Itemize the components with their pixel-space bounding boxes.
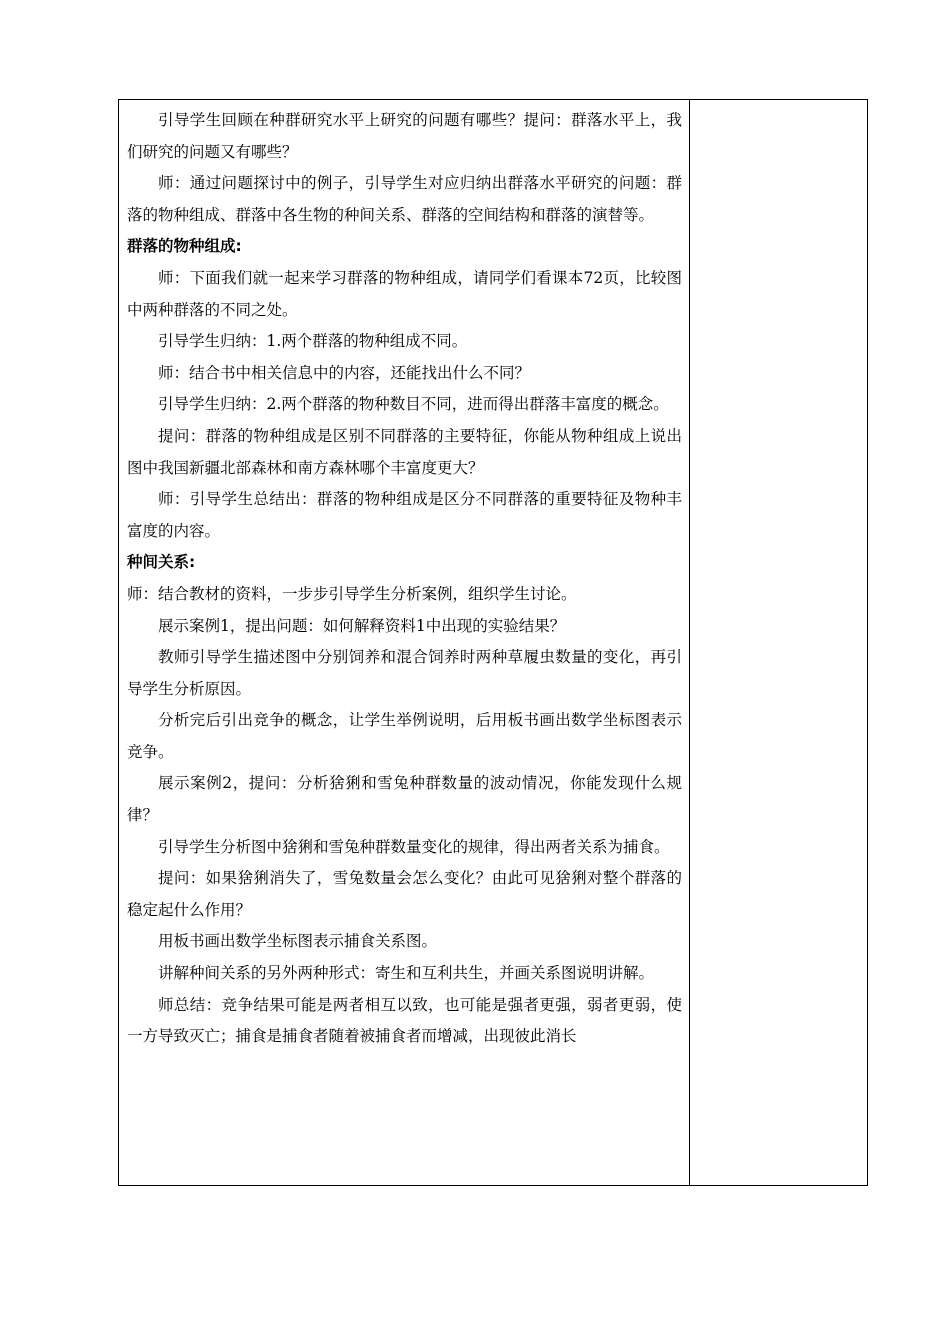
paragraph: 展示案例1，提出问题：如何解释资料1中出现的实验结果？ xyxy=(158,616,566,635)
notes-cell xyxy=(690,100,867,1185)
paragraph: 师总结：竞争结果可能是两者相互以致，也可能是强者更强，弱者更弱，使一方导致灭亡；捕食是捕食者随着被捕食者而增减，出现彼此消长 xyxy=(127,995,682,1046)
paragraph: 师：结合教材的资料，一步步引导学生分析案例，组织学生讨论。 xyxy=(127,584,577,603)
lesson-content xyxy=(127,100,682,1053)
paragraph: 提问：群落的物种组成是区别不同群落的主要特征，你能从物种组成上说出图中我国新疆北部森林和南方森林哪个丰富度更大？ xyxy=(127,426,682,477)
paragraph: 引导学生分析图中猞猁和雪兔种群数量变化的规律，得出两者关系为捕食。 xyxy=(158,837,670,856)
paragraph: 师：结合书中相关信息中的内容，还能找出什么不同？ xyxy=(158,363,531,382)
paragraph: 展示案例2，提问：分析猞猁和雪兔种群数量的波动情况，你能发现什么规律？ xyxy=(127,774,682,825)
paragraph: 师：引导学生总结出：群落的物种组成是区分不同群落的重要特征及物种丰富度的内容。 xyxy=(127,490,682,540)
paragraph: 分析完后引出竞争的概念，让学生举例说明，后用板书画出数学坐标图表示竞争。 xyxy=(127,711,682,761)
section-heading-interspecific-relations: 种间关系: xyxy=(127,553,196,572)
paragraph: 引导学生归纳：1.两个群落的物种组成不同。 xyxy=(158,332,468,351)
lesson-table xyxy=(118,99,868,1186)
paragraph: 师：通过问题探讨中的例子，引导学生对应归纳出群落水平研究的问题：群落的物种组成、群落中各生物的种间关系、群落的空间结构和群落的演替等。 xyxy=(127,174,682,224)
paragraph: 师：下面我们就一起来学习群落的物种组成，请同学们看课本72页，比较图中两种群落的不同之处。 xyxy=(127,268,682,319)
lesson-content-cell xyxy=(127,100,682,1185)
section-heading-species-composition: 群落的物种组成: xyxy=(127,237,242,256)
paragraph: 引导学生归纳：2.两个群落的物种数目不同，进而得出群落丰富度的概念。 xyxy=(158,395,669,414)
paragraph: 教师引导学生描述图中分别饲养和混合饲养时两种草履虫数量的变化，再引导学生分析原因。 xyxy=(127,648,682,698)
paragraph: 用板书画出数学坐标图表示捕食关系图。 xyxy=(158,932,438,951)
paragraph: 讲解种间关系的另外两种形式：寄生和互利共生，并画关系图说明讲解。 xyxy=(158,964,655,983)
paragraph: 引导学生回顾在种群研究水平上研究的问题有哪些？提问：群落水平上，我们研究的问题又有哪些？ xyxy=(127,111,682,161)
paragraph: 提问：如果猞猁消失了，雪兔数量会怎么变化？由此可见猞猁对整个群落的稳定起什么作用？ xyxy=(127,869,682,919)
